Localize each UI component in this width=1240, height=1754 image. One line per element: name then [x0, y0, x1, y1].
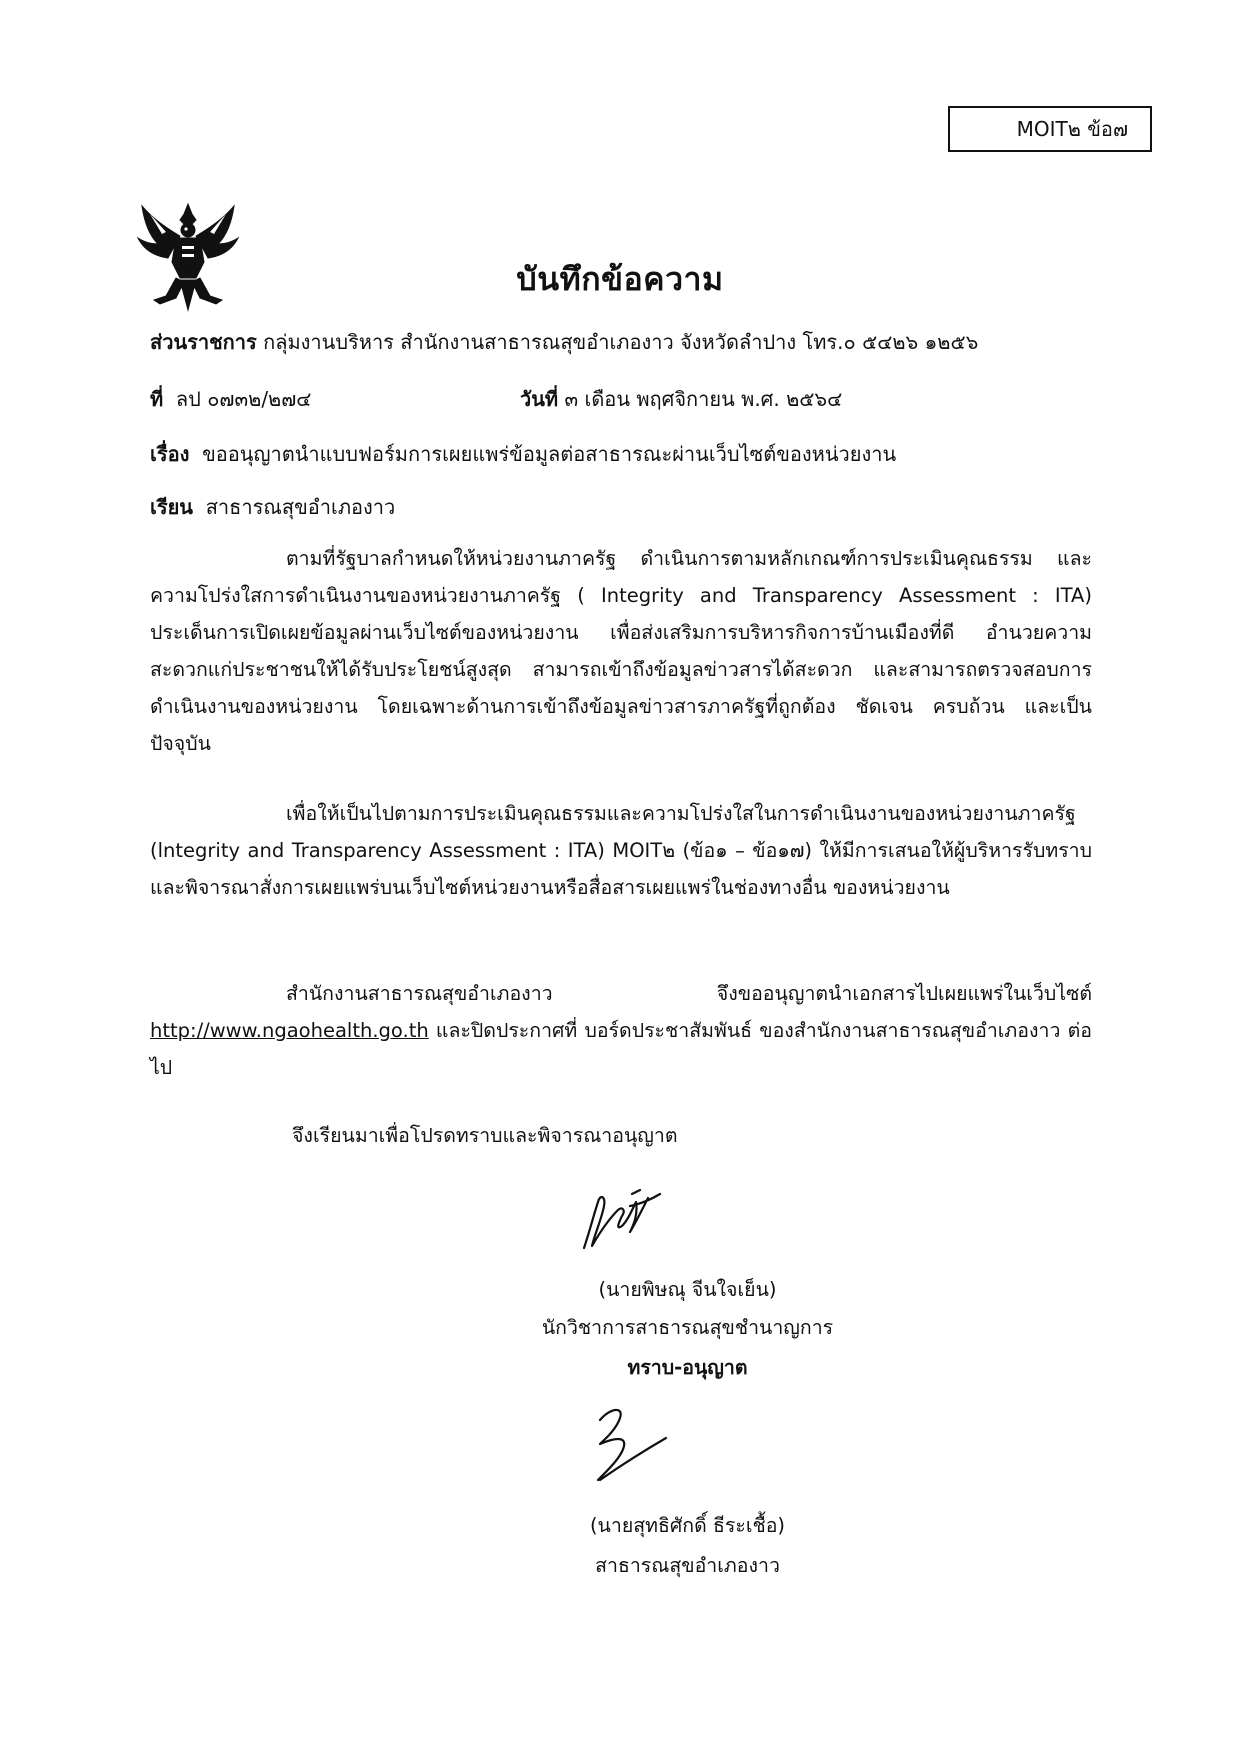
- agency-line: [150, 326, 978, 358]
- addressee-label: เรียน: [150, 495, 193, 519]
- paragraph-3-end: และปิดประกาศที่ บอร์ดประชาสัมพันธ์ ของสำนักงานสาธารณสุขอำเภองาว ต่อไป: [150, 1019, 1092, 1079]
- closing-sentence: จึงเรียนมาเพื่อโปรดทราบและพิจารณาอนุญาต: [292, 1124, 678, 1147]
- reference-value: ลป ๐๗๓๒/๒๗๔: [175, 387, 312, 411]
- addressee-line: [150, 491, 395, 523]
- approval-text: ทราบ-อนุญาต: [627, 1356, 748, 1379]
- subject-label: เรื่อง: [150, 442, 190, 466]
- date-value: ๓ เดือน พฤศจิกายน พ.ศ. ๒๕๖๔: [564, 387, 843, 411]
- agency-label: ส่วนราชการ: [150, 330, 257, 354]
- agency-value: กลุ่มงานบริหาร สำนักงานสาธารณสุขอำเภองาว จังหวัดลำปาง โทร.๐ ๕๔๒๖ ๑๒๕๖: [263, 330, 979, 354]
- subject-line: [150, 438, 896, 470]
- document-code-box: MOIT๒ ข้อ๗: [948, 106, 1152, 152]
- memo-title: บันทึกข้อความ: [516, 260, 724, 298]
- paragraph-2: เพื่อให้เป็นไปตามการประเมินคุณธรรมและความโปร่งใสในการดำเนินงานของหน่วยงานภาครัฐ (lntegrity and Transparency Assessment : ITA) MOIT๒ (ข้อ๑ – ข้อ๑๗) ให้มีการเสนอให้ผู้บริหารรับทราบและพิจารณาสั่งการเผยแพร่บนเว็บไซต์หน่วยงานหรือสื่อสารเผยแพร่ในช่องทางอื่น ของหน่วยงาน: [150, 802, 1092, 899]
- signer-1-title: นักวิชาการสาธารณสุขชำนาญการ: [541, 1316, 834, 1339]
- paragraph-3-start: สำนักงานสาธารณสุขอำเภองาว จึงขออนุญาตนำเอกสารไปเผยแพร่ในเว็บไซต์: [286, 982, 1092, 1005]
- signer-1-name: (นายพิษณุ จีนใจเย็น): [598, 1278, 777, 1301]
- signer-2-name: (นายสุทธิศักดิ์ ธีระเชื้อ): [589, 1514, 786, 1537]
- website-link[interactable]: http://www.ngaohealth.go.th: [150, 1019, 429, 1042]
- date-label: วันที่: [520, 387, 559, 411]
- reference-line: [150, 383, 311, 415]
- addressee-value: สาธารณสุขอำเภองาว: [205, 495, 396, 519]
- paragraph-1: ตามที่รัฐบาลกำหนดให้หน่วยงานภาครัฐ ดำเนินการตามหลักเกณฑ์การประเมินคุณธรรม และความโปร่งใสการดำเนินงานของหน่วยงานภาครัฐ ( Integrity and Transparency Assessment : ITA) ประเด็นการเปิดเผยข้อมูลผ่านเว็บไซต์ของหน่วยงาน เพื่อส่งเสริมการบริหารกิจการบ้านเมืองที่ดี อำนวยความสะดวกแก่ประชาชนให้ได้รับประโยชน์สูงสุด สามารถเข้าถึงข้อมูลข่าวสารได้สะดวก และสามารถตรวจสอบการดำเนินงานของหน่วยงาน โดยเฉพาะด้านการเข้าถึงข้อมูลข่าวสารภาครัฐที่ถูกต้อง ชัดเจน ครบถ้วน และเป็นปัจจุบัน: [150, 547, 1092, 755]
- signature-2-icon: [570, 1400, 680, 1490]
- signature-1-icon: [570, 1180, 680, 1260]
- paragraph-3: [150, 975, 1092, 1086]
- date-line: [520, 383, 842, 415]
- subject-value: ขออนุญาตนำแบบฟอร์มการเผยแพร่ข้อมูลต่อสาธารณะผ่านเว็บไซต์ของหน่วยงาน: [202, 442, 897, 466]
- reference-label: ที่: [150, 387, 164, 411]
- signer-2-title: สาธารณสุขอำเภองาว: [595, 1554, 780, 1577]
